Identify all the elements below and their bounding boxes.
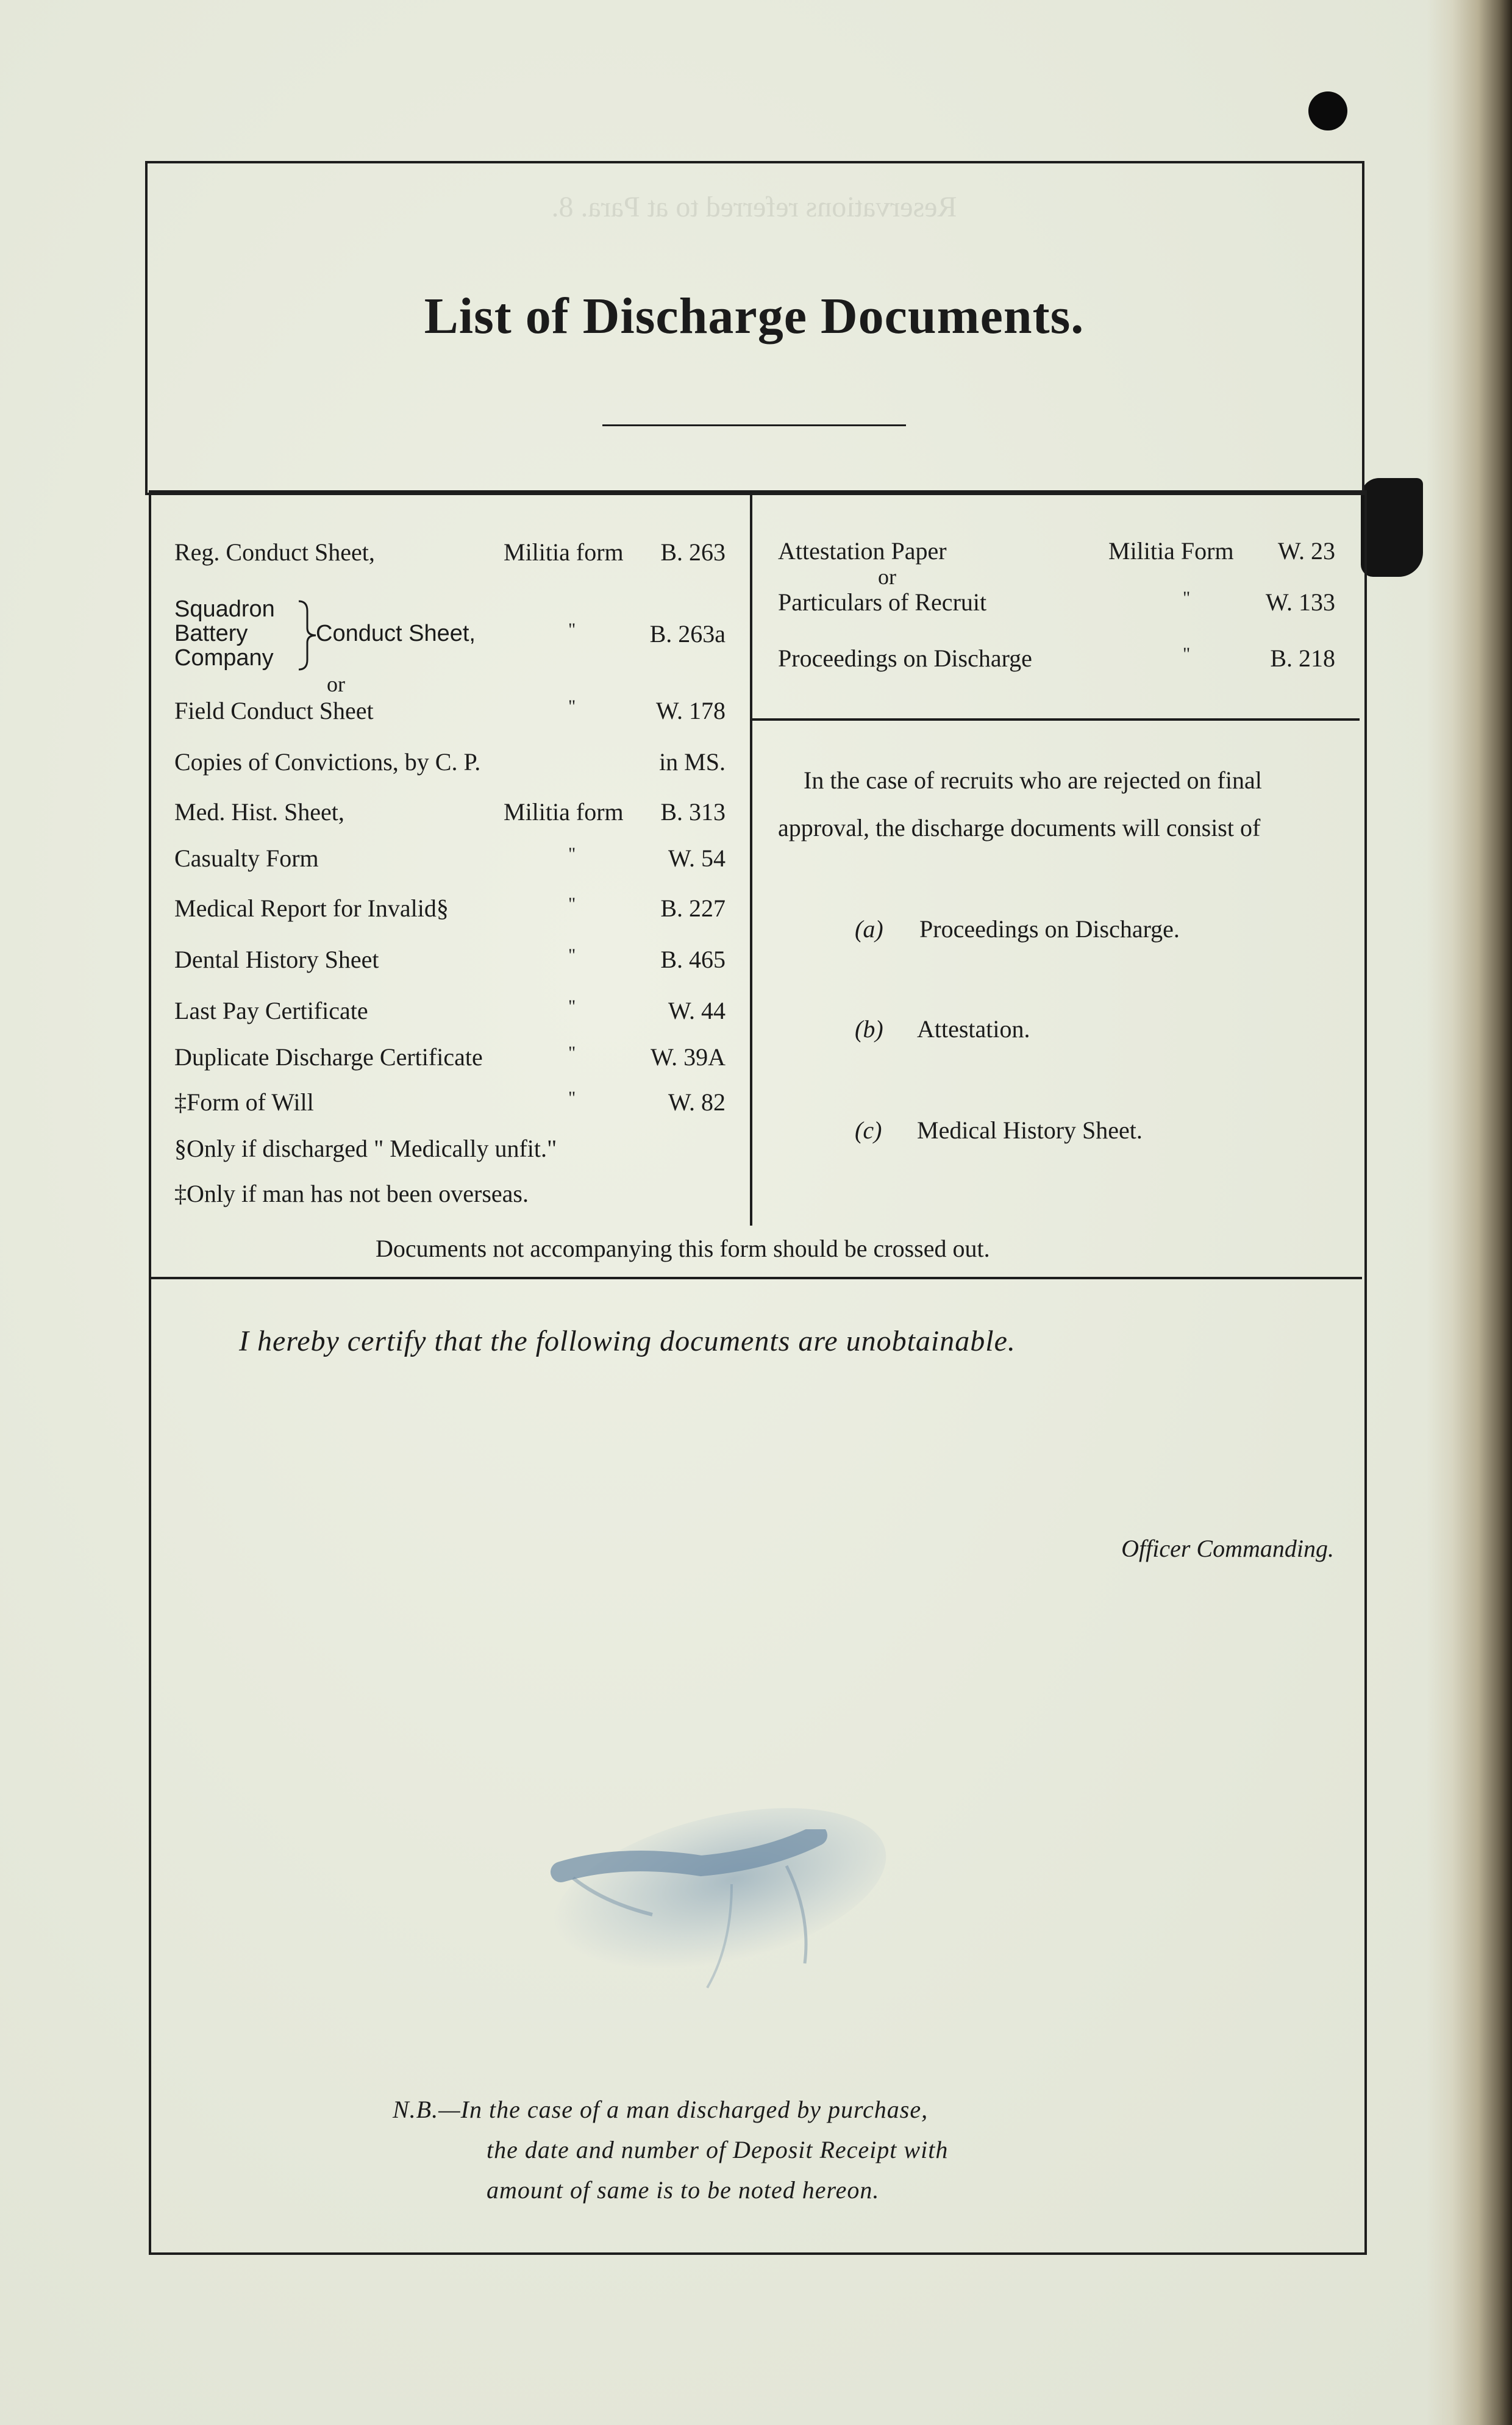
footnote-medically-unfit: §Only if discharged " Medically unfit." [174,1135,557,1162]
item-name: Medical Report for Invalid§ [174,895,449,922]
item-form: W. 178 [655,697,726,724]
item-form: W. 133 [1265,588,1335,616]
item-form: in MS. [659,748,726,776]
item-ditto: " [568,844,576,864]
unit-conduct-label: Conduct Sheet, [316,621,476,646]
item-ditto: " [568,620,576,640]
certificate-divider [150,1277,1362,1279]
item-name: Reg. Conduct Sheet, [174,538,375,566]
nb-line: N.B.—In the case of a man discharged by purchase, [393,2096,929,2123]
ink-mark [549,1829,890,2037]
item-ditto: " [568,696,576,716]
item-ditto: Militia form [504,538,624,566]
item-name: Casualty Form [174,845,319,872]
recruit-note-line: approval, the discharge documents will consist of [778,814,1261,841]
page-title: List of Discharge Documents. [424,288,1085,345]
item-form: B. 263a [649,620,726,648]
item-name: Med. Hist. Sheet, [174,798,344,826]
item-name: Field Conduct Sheet [174,697,374,724]
nb-line: amount of same is to be noted hereon. [487,2176,880,2204]
footnote-overseas: ‡Only if man has not been overseas. [174,1180,529,1207]
item-text: Attestation. [917,1015,1030,1043]
nb-line: the date and number of Deposit Receipt with [487,2136,949,2163]
show-through-text: Reservations referred to at Para. 8. [551,191,957,223]
certify-statement: I hereby certify that the following documents are unobtainable. [239,1325,1016,1357]
item-ditto: " [568,1043,576,1063]
unit-name: Squadron [174,596,275,622]
item-ditto: Militia Form [1108,537,1234,565]
right-column-divider [752,718,1360,721]
item-form: B. 263 [660,538,726,566]
item-name: Copies of Convictions, by C. P. [174,748,481,776]
item-ditto: Militia form [504,798,624,826]
item-form: W. 23 [1277,537,1335,565]
item-ditto: " [568,996,576,1016]
item-form: W. 39A [651,1043,726,1071]
item-form: W. 82 [668,1088,726,1116]
item-name: ‡Form of Will [174,1088,314,1116]
or-label: or [327,672,345,696]
item-text: Proceedings on Discharge. [919,915,1180,943]
item-text: Medical History Sheet. [917,1116,1143,1144]
column-divider [750,494,752,1226]
unit-name: Battery [174,621,248,646]
or-label: or [878,565,896,589]
item-name: Last Pay Certificate [174,997,368,1024]
punch-hole [1308,91,1347,130]
item-name: Dental History Sheet [174,946,379,973]
unit-name: Company [174,645,274,671]
item-name: Duplicate Discharge Certificate [174,1043,483,1071]
item-label: (c) [855,1116,882,1144]
item-ditto: " [1183,644,1191,664]
item-form: W. 54 [668,845,726,872]
officer-commanding-label: Officer Commanding. [1121,1535,1334,1562]
item-ditto: " [568,1088,576,1108]
recruit-note-line: In the case of recruits who are rejected on final [804,766,1262,794]
crossed-out-note: Documents not accompanying this form should be crossed out. [376,1235,990,1262]
title-rule [602,424,906,426]
item-label: (b) [855,1015,883,1043]
item-name: Proceedings on Discharge [778,645,1032,672]
item-name: Attestation Paper [778,537,947,565]
item-form: W. 44 [668,997,726,1024]
item-form: B. 227 [660,895,726,922]
item-ditto: " [568,894,576,914]
torn-page-edge [1427,0,1512,2425]
torn-notch [1361,478,1423,577]
item-name: Particulars of Recruit [778,588,987,616]
item-form: B. 313 [660,798,726,826]
item-form: B. 465 [660,946,726,973]
item-form: B. 218 [1270,645,1335,672]
item-ditto: " [1183,588,1191,608]
item-ditto: " [568,945,576,965]
item-label: (a) [855,915,883,943]
